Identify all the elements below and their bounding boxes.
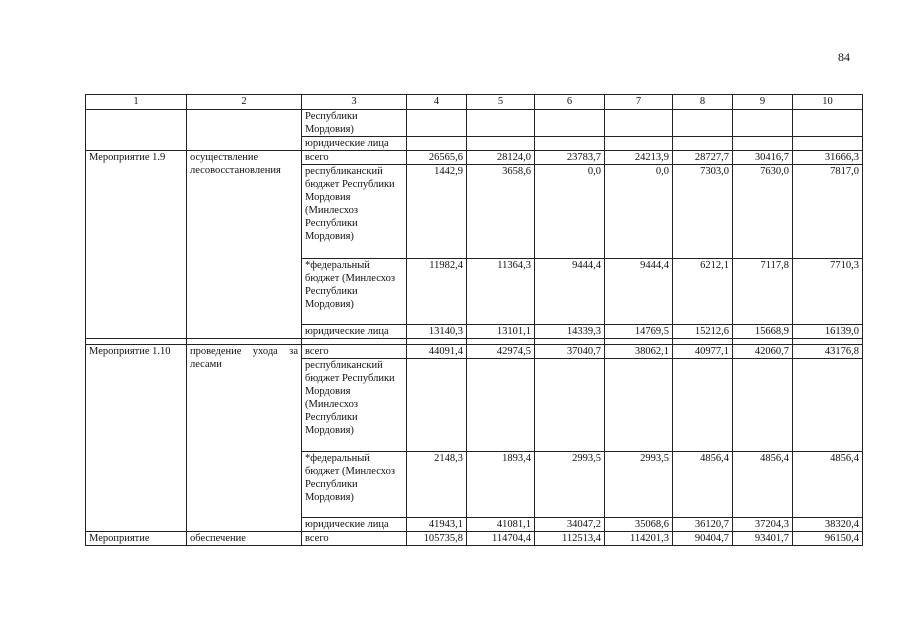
value-cell: 34047,2 xyxy=(535,518,605,532)
table-row xyxy=(86,151,863,165)
value-cell: 31666,3 xyxy=(793,151,863,165)
measure-description-cell xyxy=(187,110,302,151)
measure-description xyxy=(187,345,302,532)
value-cell: 1893,4 xyxy=(467,452,535,518)
value-cell: 114704,4 xyxy=(467,532,535,546)
value-cell: 37204,3 xyxy=(733,518,793,532)
value-cell: 1442,9 xyxy=(407,165,467,259)
value-cell: 7710,3 xyxy=(793,259,863,325)
value-cell xyxy=(407,359,467,452)
measure-description-text: проведение ухода за лесами xyxy=(190,346,298,370)
funding-source: юридические лица xyxy=(302,518,407,532)
value-cell xyxy=(535,359,605,452)
value-cell: 7817,0 xyxy=(793,165,863,259)
value-cell: 7630,0 xyxy=(733,165,793,259)
value-cell: 15668,9 xyxy=(733,325,793,339)
value-cell: 11982,4 xyxy=(407,259,467,325)
column-number: 2 xyxy=(187,95,302,110)
value-cell: 0,0 xyxy=(605,165,673,259)
value-cell: 30416,7 xyxy=(733,151,793,165)
value-cell: 15212,6 xyxy=(673,325,733,339)
value-cell: 35068,6 xyxy=(605,518,673,532)
value-cell: 90404,7 xyxy=(673,532,733,546)
budget-table xyxy=(85,94,863,546)
value-cell: 41081,1 xyxy=(467,518,535,532)
measure-name: Мероприятие xyxy=(86,532,187,546)
value-cell: 42060,7 xyxy=(733,345,793,359)
value-cell: 105735,8 xyxy=(407,532,467,546)
funding-source: всего xyxy=(302,151,407,165)
funding-source: всего xyxy=(302,345,407,359)
value-cell: 96150,4 xyxy=(793,532,863,546)
table-row xyxy=(86,110,863,137)
column-number-row xyxy=(86,95,863,110)
value-cell: 38320,4 xyxy=(793,518,863,532)
value-cell: 0,0 xyxy=(535,165,605,259)
measure-name-cell xyxy=(86,110,187,151)
value-cell: 13140,3 xyxy=(407,325,467,339)
value-cell: 41943,1 xyxy=(407,518,467,532)
column-number: 9 xyxy=(733,95,793,110)
value-cell: 4856,4 xyxy=(673,452,733,518)
value-cell xyxy=(673,359,733,452)
value-cell: 44091,4 xyxy=(407,345,467,359)
funding-source: *федеральный бюджет (Минлесхоз Республики Мордовия) xyxy=(302,452,407,518)
column-number: 8 xyxy=(673,95,733,110)
value-cell: 93401,7 xyxy=(733,532,793,546)
value-cell: 36120,7 xyxy=(673,518,733,532)
column-number: 5 xyxy=(467,95,535,110)
value-cell xyxy=(605,359,673,452)
value-cell: 11364,3 xyxy=(467,259,535,325)
value-cell xyxy=(733,359,793,452)
column-number: 7 xyxy=(605,95,673,110)
value-cell: 42974,5 xyxy=(467,345,535,359)
value-cell: 28124,0 xyxy=(467,151,535,165)
value-cell: 16139,0 xyxy=(793,325,863,339)
value-cell: 3658,6 xyxy=(467,165,535,259)
value-cell: 2148,3 xyxy=(407,452,467,518)
page-number: 84 xyxy=(838,50,850,64)
value-cell: 112513,4 xyxy=(535,532,605,546)
value-cell: 13101,1 xyxy=(467,325,535,339)
value-cell: 26565,6 xyxy=(407,151,467,165)
table-row xyxy=(86,345,863,359)
column-number: 10 xyxy=(793,95,863,110)
value-cell: 14769,5 xyxy=(605,325,673,339)
value-cell: 37040,7 xyxy=(535,345,605,359)
table-row xyxy=(86,532,863,546)
value-cell: 6212,1 xyxy=(673,259,733,325)
funding-source: республиканский бюджет Республики Мордовия (Минлесхоз Республики Мордовия) xyxy=(302,165,407,259)
measure-name: Мероприятие 1.10 xyxy=(86,345,187,532)
funding-source: всего xyxy=(302,532,407,546)
value-cell: 14339,3 xyxy=(535,325,605,339)
value-cell: 4856,4 xyxy=(733,452,793,518)
funding-source: юридические лица xyxy=(302,137,407,151)
value-cell: 23783,7 xyxy=(535,151,605,165)
value-cell: 7117,8 xyxy=(733,259,793,325)
measure-description: обеспечение xyxy=(187,532,302,546)
funding-source: Республики Мордовия) xyxy=(302,110,407,137)
value-cell: 114201,3 xyxy=(605,532,673,546)
value-cell: 43176,8 xyxy=(793,345,863,359)
funding-source: юридические лица xyxy=(302,325,407,339)
column-number: 4 xyxy=(407,95,467,110)
measure-name: Мероприятие 1.9 xyxy=(86,151,187,339)
value-cell: 2993,5 xyxy=(605,452,673,518)
value-cell: 7303,0 xyxy=(673,165,733,259)
value-cell: 9444,4 xyxy=(535,259,605,325)
value-cell xyxy=(467,359,535,452)
value-cell: 2993,5 xyxy=(535,452,605,518)
value-cell: 9444,4 xyxy=(605,259,673,325)
value-cell xyxy=(793,359,863,452)
value-cell: 4856,4 xyxy=(793,452,863,518)
funding-source: республиканский бюджет Республики Мордовия (Минлесхоз Республики Мордовия) xyxy=(302,359,407,452)
column-number: 6 xyxy=(535,95,605,110)
funding-source: *федеральный бюджет (Минлесхоз Республики Мордовия) xyxy=(302,259,407,325)
value-cell: 40977,1 xyxy=(673,345,733,359)
measure-description: осуществление лесовосстановления xyxy=(187,151,302,339)
column-number: 3 xyxy=(302,95,407,110)
value-cell: 38062,1 xyxy=(605,345,673,359)
column-number: 1 xyxy=(86,95,187,110)
value-cell: 24213,9 xyxy=(605,151,673,165)
value-cell: 28727,7 xyxy=(673,151,733,165)
